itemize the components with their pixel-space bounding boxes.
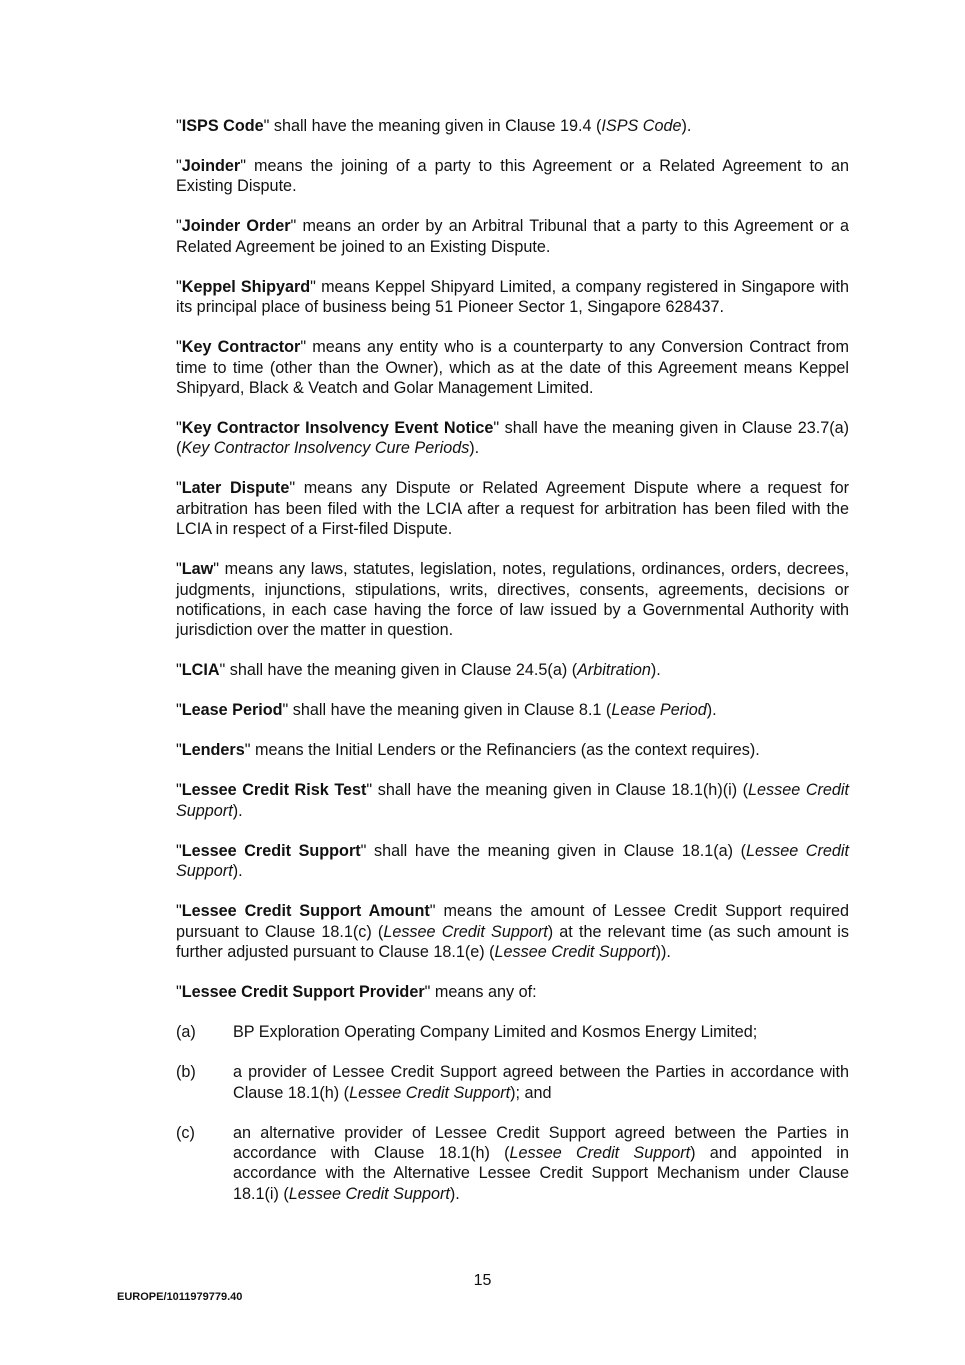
text-run: BP Exploration Operating Company Limited and Kosmos Energy Limited; — [233, 1023, 758, 1042]
definition-paragraph: "Joinder Order" means an order by an Arbitral Tribunal that a party to this Agreement or a Related Agreement be joined to an Existing Dispute. — [176, 217, 850, 256]
clause-heading-reference: Lease Period — [611, 701, 707, 720]
text-run: ) at the relevant time (as such amount is further adjusted pursuant to Clause 18.1(e) ( — [176, 922, 849, 962]
defined-term: Lessee Credit Support Amount — [181, 902, 430, 921]
clause-heading-reference: ISPS Code — [601, 117, 682, 135]
text-run: means any Dispute or Related Agreement Dispute where a request for arbitration has been filed with the LCIA after a request for arbitration has been filed with the LCIA in respect of a First-filed Dispute. — [176, 479, 849, 539]
page-number: 15 — [473, 1272, 492, 1289]
clause-heading-reference: Arbitration — [577, 661, 651, 680]
text-run: )). — [655, 943, 671, 962]
clause-heading-reference: Key Contractor Insolvency Cure Periods — [181, 439, 470, 458]
clause-heading-reference: Lessee Credit Support — [176, 841, 849, 881]
definition-paragraph: "Lessee Credit Risk Test" shall have the meaning given in Clause 18.1(h)(i) (Lessee Credit Support). — [176, 781, 849, 820]
text-run: means any entity who is a counterparty to any Conversion Contract from time to time (other than the Owner), which as at the date of this Agreement means Keppel Shipyard, Black & Veatch and Golar Management Limited. — [176, 338, 850, 398]
list-item — [176, 1123, 849, 1205]
defined-term: LCIA — [181, 661, 220, 680]
definition-paragraph: "ISPS Code" shall have the meaning given in Clause 19.4 (ISPS Code). — [176, 117, 692, 135]
text-run: means Keppel Shipyard Limited, a company registered in Singapore with its principal place of business being 51 Pioneer Sector 1, Singapore 628437. — [176, 277, 849, 317]
text-run: ). — [232, 801, 243, 820]
text-run: ). — [469, 439, 480, 458]
clause-heading-reference: Lessee Credit Support — [509, 1143, 691, 1162]
text-run: means an order by an Arbitral Tribunal that a party to this Agreement or a Related Agreement be joined to an Existing Dispute. — [176, 217, 850, 256]
defined-term: Joinder Order — [181, 217, 291, 236]
text-run: means the joining of a party to this Agreement or a Related Agreement to an Existing Dispute. — [176, 157, 849, 196]
definitions-list — [176, 116, 849, 1003]
text-run: ). — [232, 862, 243, 881]
defined-term: Joinder — [181, 157, 241, 175]
definition-paragraph: "Lessee Credit Support Amount" means the amount of Lessee Credit Support required pursuant to Clause 18.1(c) (Lessee Credit Support) at the relevant time (as such amount is further adjusted pursuant to Clause 18.1(e) (Lessee Credit Support)). — [176, 902, 849, 962]
text-run: shall have the meaning given in Clause 18.1(h)(i) ( — [372, 781, 749, 800]
clause-heading-reference: Lessee Credit Support — [494, 943, 656, 962]
list-item-label: (a) — [176, 1023, 196, 1042]
definition-paragraph: "Later Dispute" means any Dispute or Related Agreement Dispute where a request for arbitration has been filed with the LCIA after a request for arbitration has been filed with the LCIA in respect of a First-filed Dispute. — [176, 479, 849, 539]
text-run: ). — [681, 117, 692, 135]
document-body — [176, 116, 849, 1224]
list-item-label: (c) — [176, 1123, 195, 1142]
clause-heading-reference: Lessee Credit Support — [176, 781, 849, 820]
document-reference: EUROPE/1011979779.40 — [117, 1291, 243, 1303]
defined-term: Lenders — [181, 741, 245, 760]
text-run: shall have the meaning given in Clause 19.4 ( — [269, 117, 602, 135]
defined-term: Lessee Credit Support — [181, 841, 361, 860]
list-item-text — [233, 1022, 849, 1042]
text-run: shall have the meaning given in Clause 24.5(a) ( — [225, 661, 578, 680]
definition-paragraph: "Key Contractor" means any entity who is a counterparty to any Conversion Contract from time to time (other than the Owner), which as at the date of this Agreement means Keppel Shipyard, Black & Veatch and Golar Management Limited. — [176, 338, 850, 398]
text-run: means any laws, statutes, legislation, notes, regulations, ordinances, orders, decrees, judgments, injunctions, stipulations, writs, directives, consents, agreements, decisions or notifications, in each case having the force of law issued by a Governmental Authority with jurisdiction over the matter in question. — [176, 560, 849, 640]
text-run: shall have the meaning given in Clause 18.1(a) ( — [366, 841, 747, 860]
text-run: shall have the meaning given in Clause 8.1 ( — [288, 701, 612, 720]
text-run: ). — [706, 701, 717, 720]
clause-heading-reference: Lessee Credit Support — [288, 1184, 450, 1203]
defined-term: ISPS Code — [181, 117, 264, 135]
list-item — [176, 1022, 849, 1042]
definition-paragraph: "Lease Period" shall have the meaning given in Clause 8.1 (Lease Period). — [176, 701, 717, 720]
defined-term: Lessee Credit Risk Test — [181, 781, 367, 800]
text-run: a provider of Lessee Credit Support agreed between the Parties in accordance with Clause 18.1(h) ( — [233, 1063, 849, 1102]
text-run: an alternative provider of Lessee Credit Support agreed between the Parties in accordance with Clause 18.1(h) ( — [233, 1123, 849, 1162]
text-run: ) and appointed in accordance with the Alternative Lessee Credit Support Mechanism under Clause 18.1(i) ( — [233, 1143, 849, 1203]
text-run: ); and — [510, 1083, 552, 1102]
text-run: means the amount of Lessee Credit Support required pursuant to Clause 18.1(c) ( — [176, 902, 849, 941]
definition-paragraph: "Keppel Shipyard" means Keppel Shipyard Limited, a company registered in Singapore with its principal place of business being 51 Pioneer Sector 1, Singapore 628437. — [176, 277, 849, 317]
list-item — [176, 1062, 849, 1103]
definition-paragraph: "Lessee Credit Support Provider" means any of: — [176, 983, 537, 1002]
list-item-label: (b) — [176, 1063, 196, 1082]
definition-paragraph: "Law" means any laws, statutes, legislation, notes, regulations, ordinances, orders, decrees, judgments, injunctions, stipulations, writs, directives, consents, agreements, decisions or notifications, in each case having the force of law issued by a Governmental Authority with jurisdiction over the matter in question. — [176, 560, 849, 640]
text-run: shall have the meaning given in Clause 23.7(a) ( — [176, 419, 849, 458]
definition-paragraph: "LCIA" shall have the meaning given in Clause 24.5(a) (Arbitration). — [176, 661, 661, 680]
text-run: means the Initial Lenders or the Refinanciers (as the context requires). — [250, 741, 760, 760]
text-run: ). — [650, 661, 661, 680]
definition-paragraph: "Joinder" means the joining of a party to this Agreement or a Related Agreement to an Existing Dispute. — [176, 157, 849, 196]
defined-term: Lease Period — [181, 701, 283, 720]
text-run: ). — [449, 1184, 460, 1203]
definition-paragraph: "Lenders" means the Initial Lenders or the Refinanciers (as the context requires). — [176, 741, 760, 760]
provider-sub-list — [176, 1022, 849, 1204]
list-item-text — [233, 1123, 849, 1205]
defined-term: Key Contractor Insolvency Event Notice — [181, 419, 494, 438]
defined-term: Later Dispute — [181, 479, 290, 498]
definition-paragraph: "Lessee Credit Support" shall have the meaning given in Clause 18.1(a) (Lessee Credit Support). — [176, 841, 849, 881]
defined-term: Law — [181, 560, 214, 579]
defined-term: Key Contractor — [181, 338, 301, 357]
defined-term: Lessee Credit Support Provider — [181, 983, 425, 1002]
list-item-text — [233, 1062, 849, 1103]
definition-paragraph: "Key Contractor Insolvency Event Notice" shall have the meaning given in Clause 23.7(a) (Key Contractor Insolvency Cure Periods). — [176, 419, 849, 458]
text-run: means any of: — [430, 983, 537, 1002]
clause-heading-reference: Lessee Credit Support — [349, 1083, 511, 1102]
clause-heading-reference: Lessee Credit Support — [383, 922, 548, 941]
defined-term: Keppel Shipyard — [181, 277, 311, 296]
